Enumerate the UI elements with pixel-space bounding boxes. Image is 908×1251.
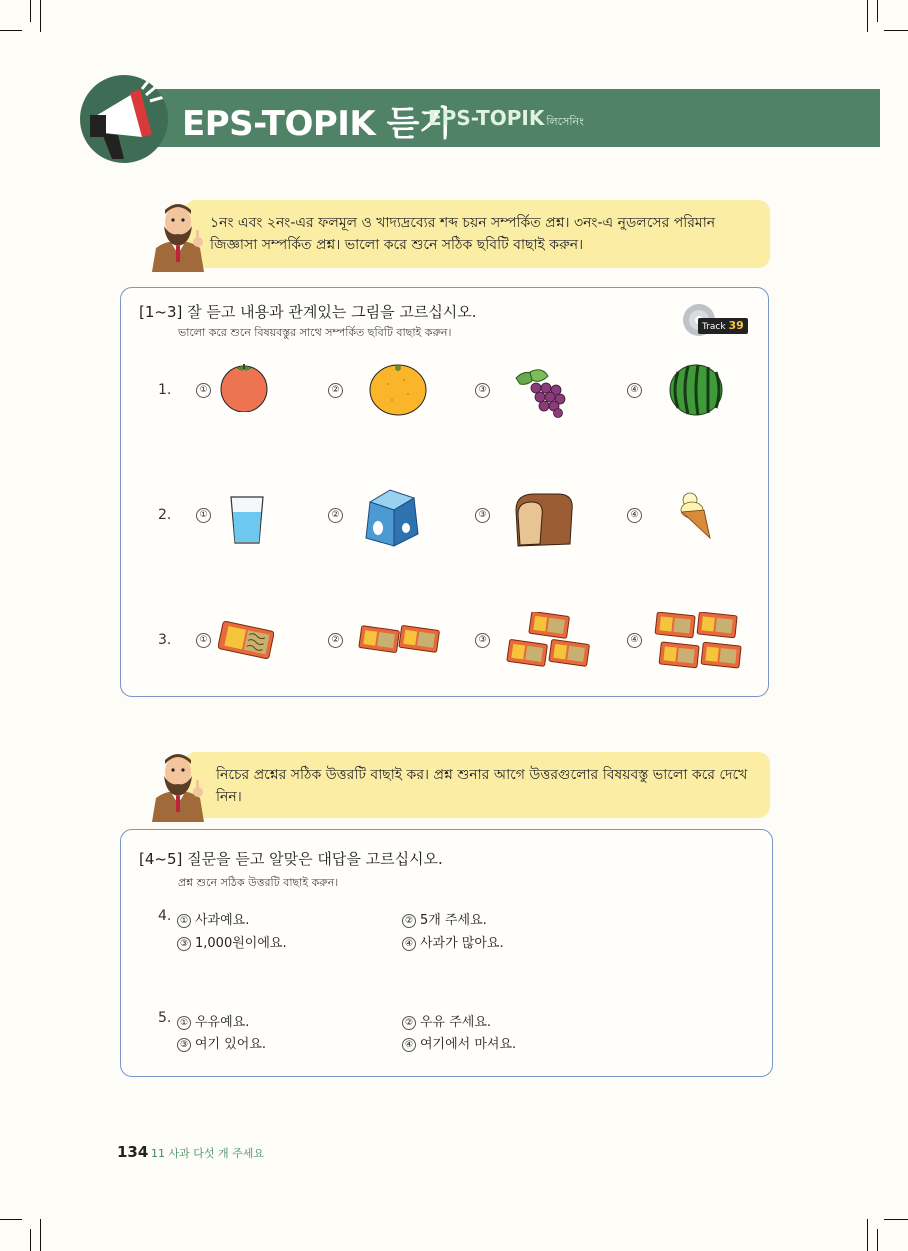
option-marker[interactable]: ③	[475, 633, 490, 648]
option-marker[interactable]: ①	[196, 383, 211, 398]
noodle-pack-icon[interactable]	[358, 624, 442, 656]
answer-option[interactable]: ④ 사과가 많아요.	[402, 932, 504, 951]
question-number-1: 1.	[158, 382, 172, 398]
grapes-icon[interactable]	[512, 366, 570, 418]
watermelon-icon[interactable]	[668, 362, 724, 416]
question-number-2: 2.	[158, 507, 172, 523]
instruction-sub-4-5: প্রশ্ন শুনে সঠিক উত্তরটি বাছাই করুন।	[178, 876, 339, 889]
page-title: EPS-TOPIK 듣기	[182, 104, 452, 144]
water-glass-icon[interactable]	[228, 494, 266, 546]
question-number-3: 3.	[158, 632, 172, 648]
option-marker[interactable]: ④	[627, 508, 642, 523]
option-marker[interactable]: ①	[196, 633, 211, 648]
noodle-pack-icon[interactable]	[506, 612, 592, 670]
answer-option[interactable]: ① 사과예요.	[177, 909, 249, 928]
option-marker[interactable]: ②	[328, 508, 343, 523]
option-marker[interactable]: ④	[627, 633, 642, 648]
option-marker[interactable]: ③	[475, 383, 490, 398]
tip-text-2: নিচের প্রশ্নের সঠিক উত্তরটি বাছাই কর। প্রশ্ন শুনার আগে উত্তরগুলোর বিষয়বস্তু ভালো করে দেখে নিন।	[216, 767, 748, 805]
option-marker[interactable]: ④	[627, 383, 642, 398]
option-marker[interactable]: ②	[328, 383, 343, 398]
instruction-1-3: [1~3] 잘 듣고 내용과 관계있는 그림을 고르십시오.	[139, 303, 477, 321]
answer-option[interactable]: ④ 여기에서 마셔요.	[402, 1033, 516, 1052]
answer-option[interactable]: ③ 여기 있어요.	[177, 1033, 266, 1052]
page-subtitle: EPS-TOPIK লিসেনিং	[428, 106, 584, 130]
page-number: 134	[117, 1143, 149, 1161]
audio-track-badge[interactable]: Track 39	[682, 303, 744, 337]
teacher-icon	[146, 196, 210, 272]
answer-option[interactable]: ② 5개 주세요.	[402, 909, 487, 928]
ice-cream-icon[interactable]	[672, 490, 716, 542]
noodle-pack-icon[interactable]	[218, 620, 274, 660]
orange-icon[interactable]	[368, 360, 428, 416]
option-marker[interactable]: ②	[328, 633, 343, 648]
milk-carton-icon[interactable]	[360, 484, 422, 550]
instruction-4-5: [4~5] 질문을 듣고 알맞은 대답을 고르십시오.	[139, 850, 443, 868]
megaphone-icon	[80, 75, 168, 163]
answer-option[interactable]: ② 우유 주세요.	[402, 1011, 491, 1030]
question-number-5: 5.	[158, 1010, 172, 1026]
answer-option[interactable]: ① 우유예요.	[177, 1011, 249, 1030]
instruction-sub-1-3: ভালো করে শুনে বিষয়বস্তুর সাথে সম্পর্কিত ছবিটি বাছাই করুন।	[178, 326, 452, 339]
option-marker[interactable]: ③	[475, 508, 490, 523]
question-number-4: 4.	[158, 908, 172, 924]
bread-icon[interactable]	[512, 490, 576, 548]
noodle-pack-icon[interactable]	[654, 612, 742, 670]
answer-option[interactable]: ③ 1,000원이에요.	[177, 932, 287, 951]
persimmon-icon[interactable]	[218, 362, 270, 412]
chapter-title: 11 사과 다섯 개 주세요	[151, 1147, 264, 1160]
tip-text-1: ১নং এবং ২নং-এর ফলমূল ও খাদ্যদ্রব্যের শব্দ চয়ন সম্পর্কিত প্রশ্ন। ৩নং-এ নুডলসের পরিমান জিজ্ঞাসা সম্পর্কিত প্রশ্ন। ভালো করে শুনে সঠিক ছবিটি বাছাই করুন।	[210, 215, 716, 253]
option-marker[interactable]: ①	[196, 508, 211, 523]
teacher-icon	[146, 746, 210, 822]
